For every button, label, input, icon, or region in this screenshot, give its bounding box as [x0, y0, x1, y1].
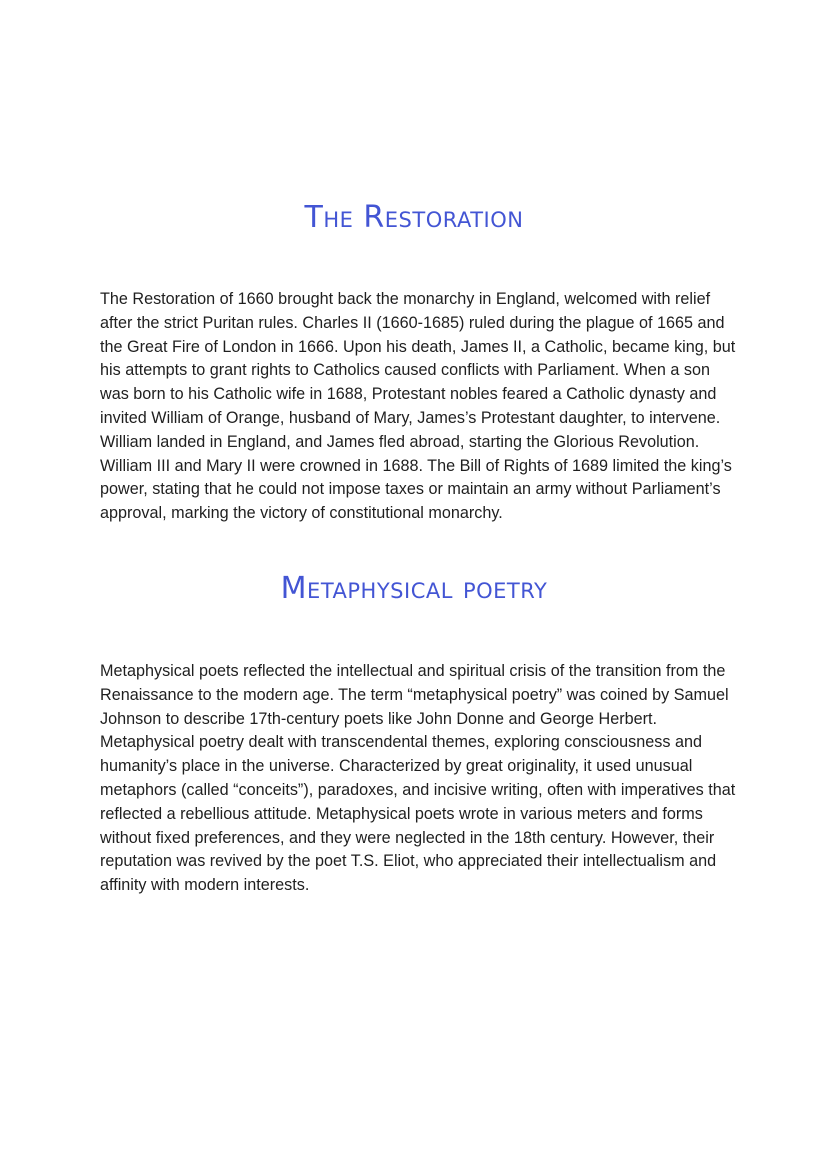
section-body-restoration: The Restoration of 1660 brought back the monarchy in England, welcomed with relief after the strict Puritan rules. Charles II (1660-1685) ruled during the plague of 1665 and the Great Fire of London in 1666. Upon his death, James II, a Catholic, became king, but his attempts to grant rights to Catholics caused conflicts with Parliament. When a son was born to his Catholic wife in 1688, Protestant nobles feared a Catholic dynasty and invited William of Orange, husband of Mary, James’s Protestant daughter, to intervene. William landed in England, and James fled abroad, starting the Glorious Revolution. William III and Mary II were crowned in 1688. The Bill of Rights of 1689 limited the king’s power, stating that he could not impose taxes or maintain an army without Parliament’s approval, marking the victory of constitutional monarchy. [100, 290, 736, 523]
section-title-metaphysical-poetry: Metaphysical poetry [280, 571, 548, 606]
section-title-restoration: The Restoration [304, 200, 524, 235]
section-body-metaphysical-poetry: Metaphysical poets reflected the intellectual and spiritual crisis of the transition from the Renaissance to the modern age. The term “metaphysical poetry” was coined by Samuel Johnson to describe 17th-century poets like John Donne and George Herbert. Metaphysical poetry dealt with transcendental themes, exploring consciousness and humanity’s place in the universe. Characterized by great originality, it used unusual metaphors (called “conceits”), paradoxes, and incisive writing, often with imperatives that reflected a rebellious attitude. Metaphysical poets wrote in various meters and forms without fixed preferences, and they were neglected in the 18th century. However, their reputation was revived by the poet T.S. Eliot, who appreciated their intellectualism and affinity with modern interests. [100, 662, 736, 895]
